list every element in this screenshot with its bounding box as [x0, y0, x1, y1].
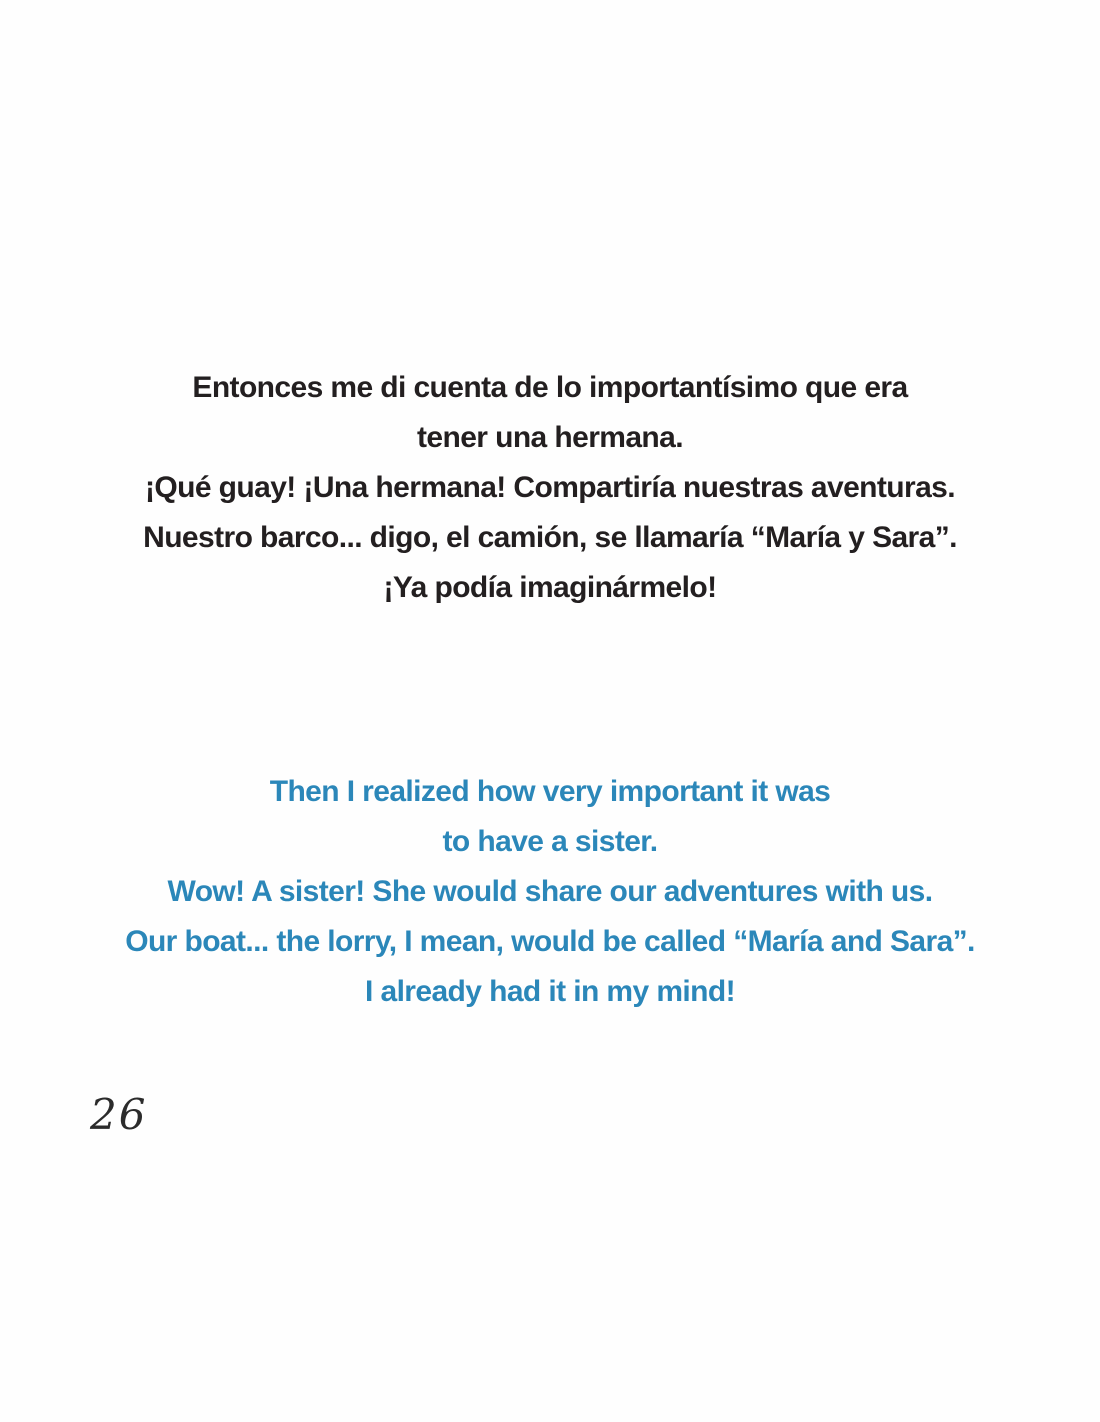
spanish-line-2: tener una hermana.: [417, 421, 683, 454]
spanish-line-5: ¡Ya podía imaginármelo!: [383, 571, 717, 604]
english-line-4: Our boat... the lorry, I mean, would be called “María and Sara”.: [125, 925, 975, 958]
spanish-line-1: Entonces me di cuenta de lo importantísimo que era: [192, 371, 908, 404]
english-paragraph: [0, 767, 1100, 1017]
page-number: 26: [90, 1090, 148, 1139]
spanish-line-4: Nuestro barco... digo, el camión, se llamaría “María y Sara”.: [143, 521, 957, 554]
english-line-1: Then I realized how very important it was: [269, 775, 831, 808]
spanish-paragraph: [0, 363, 1100, 613]
english-line-2: to have a sister.: [442, 825, 658, 858]
spanish-line-3: ¡Qué guay! ¡Una hermana! Compartiría nuestras aventuras.: [145, 471, 955, 504]
english-line-3: Wow! A sister! She would share our adventures with us.: [167, 875, 933, 908]
english-line-5: I already had it in my mind!: [365, 975, 735, 1008]
